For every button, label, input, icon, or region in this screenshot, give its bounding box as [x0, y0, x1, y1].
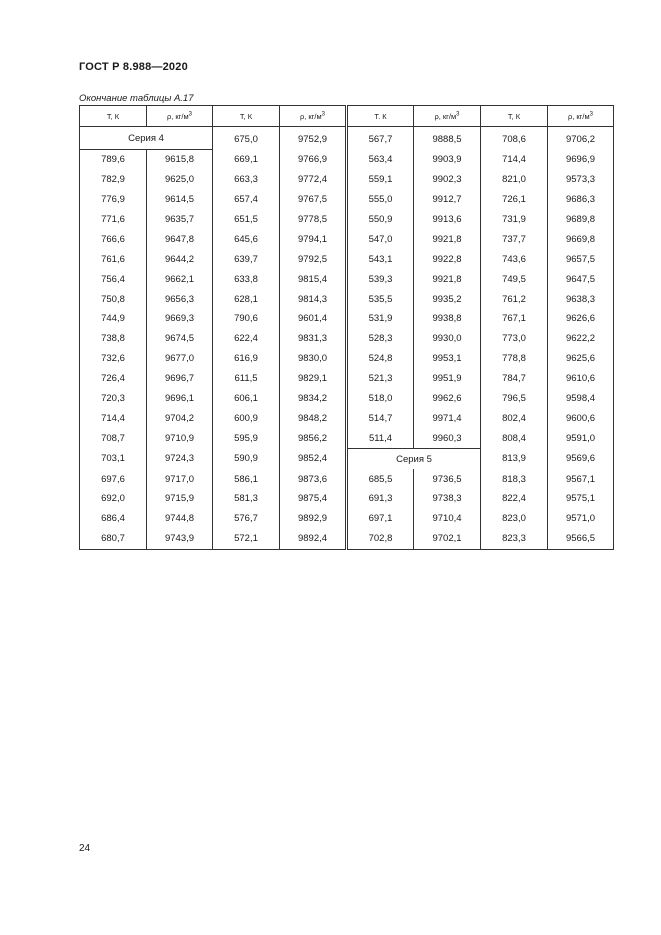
- density-cell: 9704,2: [147, 408, 213, 428]
- table-row: [80, 149, 614, 169]
- temperature-cell: 808,4: [481, 428, 548, 448]
- temperature-cell: 726,4: [80, 369, 147, 389]
- temperature-cell: 567,7: [347, 127, 414, 150]
- temperature-cell: 714,4: [80, 408, 147, 428]
- table-row: [80, 289, 614, 309]
- temperature-cell: 559,1: [347, 170, 414, 190]
- temperature-cell: 802,4: [481, 408, 548, 428]
- density-cell: 9902,3: [414, 170, 481, 190]
- density-cell: 9696,1: [147, 389, 213, 409]
- density-cell: 9622,2: [548, 329, 614, 349]
- temperature-cell: 531,9: [347, 309, 414, 329]
- density-cell: 9647,8: [147, 229, 213, 249]
- temperature-cell: 539,3: [347, 269, 414, 289]
- density-cell: 9815,4: [280, 269, 347, 289]
- density-cell: 9892,4: [280, 529, 347, 549]
- temperature-cell: 518,0: [347, 389, 414, 409]
- density-cell: 9852,4: [280, 449, 347, 469]
- density-cell: 9752,9: [280, 127, 347, 150]
- density-cell: 9744,8: [147, 509, 213, 529]
- temperature-cell: 524,8: [347, 349, 414, 369]
- temperature-cell: 514,7: [347, 408, 414, 428]
- temperature-cell: 776,9: [80, 190, 147, 210]
- density-cell: 9656,3: [147, 289, 213, 309]
- column-header-density: ρ, $кг/м^3$: [414, 106, 481, 127]
- density-cell: 9710,9: [147, 428, 213, 448]
- density-cell: 9614,5: [147, 190, 213, 210]
- temperature-cell: 720,3: [80, 389, 147, 409]
- density-cell: 9724,3: [147, 449, 213, 469]
- temperature-cell: 606,1: [213, 389, 280, 409]
- density-cell: 9657,5: [548, 249, 614, 269]
- temperature-cell: 600,9: [213, 408, 280, 428]
- density-cell: 9635,7: [147, 210, 213, 230]
- table-row: [80, 469, 614, 489]
- density-cell: 9717,0: [147, 469, 213, 489]
- temperature-cell: 639,7: [213, 249, 280, 269]
- density-cell: 9566,5: [548, 529, 614, 549]
- temperature-cell: 521,3: [347, 369, 414, 389]
- density-cell: 9638,3: [548, 289, 614, 309]
- temperature-cell: 657,4: [213, 190, 280, 210]
- table-row: [80, 389, 614, 409]
- temperature-cell: 732,6: [80, 349, 147, 369]
- table-row: [80, 489, 614, 509]
- density-cell: 9938,8: [414, 309, 481, 329]
- temperature-cell: 737,7: [481, 229, 548, 249]
- density-cell: 9689,8: [548, 210, 614, 230]
- temperature-cell: 789,6: [80, 149, 147, 169]
- density-cell: 9903,9: [414, 149, 481, 169]
- density-cell: 9829,1: [280, 369, 347, 389]
- temperature-cell: 675,0: [213, 127, 280, 150]
- temperature-cell: 590,9: [213, 449, 280, 469]
- temperature-cell: 586,1: [213, 469, 280, 489]
- density-cell: 9615,8: [147, 149, 213, 169]
- table-row: [80, 190, 614, 210]
- temperature-cell: 543,1: [347, 249, 414, 269]
- density-cell: 9913,6: [414, 210, 481, 230]
- density-cell: 9971,4: [414, 408, 481, 428]
- temperature-cell: 714,4: [481, 149, 548, 169]
- temperature-cell: 680,7: [80, 529, 147, 549]
- density-cell: 9571,0: [548, 509, 614, 529]
- temperature-cell: 822,4: [481, 489, 548, 509]
- temperature-cell: 731,9: [481, 210, 548, 230]
- density-cell: 9575,1: [548, 489, 614, 509]
- temperature-cell: 708,7: [80, 428, 147, 448]
- temperature-cell: 663,3: [213, 170, 280, 190]
- density-cell: 9772,4: [280, 170, 347, 190]
- temperature-cell: 547,0: [347, 229, 414, 249]
- density-cell: 9922,8: [414, 249, 481, 269]
- table-header: [80, 106, 614, 127]
- temperature-cell: 511,4: [347, 428, 414, 448]
- density-cell: 9601,4: [280, 309, 347, 329]
- temperature-cell: 744,9: [80, 309, 147, 329]
- column-header-temperature: T, К: [481, 106, 548, 127]
- table-row: [80, 329, 614, 349]
- temperature-cell: 622,4: [213, 329, 280, 349]
- density-cell: 9600,6: [548, 408, 614, 428]
- table-row: [80, 269, 614, 289]
- density-cell: 9831,3: [280, 329, 347, 349]
- temperature-cell: 691,3: [347, 489, 414, 509]
- density-cell: 9567,1: [548, 469, 614, 489]
- temperature-cell: 581,3: [213, 489, 280, 509]
- density-cell: 9591,0: [548, 428, 614, 448]
- density-cell: 9674,5: [147, 329, 213, 349]
- temperature-cell: 778,8: [481, 349, 548, 369]
- temperature-cell: 756,4: [80, 269, 147, 289]
- temperature-cell: 749,5: [481, 269, 548, 289]
- density-cell: 9921,8: [414, 229, 481, 249]
- temperature-cell: 697,1: [347, 509, 414, 529]
- density-cell: 9702,1: [414, 529, 481, 549]
- temperature-cell: 726,1: [481, 190, 548, 210]
- density-cell: 9696,9: [548, 149, 614, 169]
- table-row: [80, 408, 614, 428]
- temperature-cell: 616,9: [213, 349, 280, 369]
- temperature-cell: 669,1: [213, 149, 280, 169]
- temperature-cell: 685,5: [347, 469, 414, 489]
- temperature-cell: 818,3: [481, 469, 548, 489]
- series-label: Серия 5: [347, 449, 481, 469]
- table-row: [80, 428, 614, 448]
- temperature-cell: 773,0: [481, 329, 548, 349]
- density-cell: 9738,3: [414, 489, 481, 509]
- density-cell: 9892,9: [280, 509, 347, 529]
- density-cell: 9625,0: [147, 170, 213, 190]
- density-cell: 9792,5: [280, 249, 347, 269]
- temperature-cell: 628,1: [213, 289, 280, 309]
- column-header-density: ρ, $кг/м^3$: [280, 106, 347, 127]
- density-cell: 9610,6: [548, 369, 614, 389]
- table-row: [80, 369, 614, 389]
- density-cell: 9814,3: [280, 289, 347, 309]
- temperature-cell: 595,9: [213, 428, 280, 448]
- density-cell: 9669,3: [147, 309, 213, 329]
- temperature-cell: 528,3: [347, 329, 414, 349]
- temperature-cell: 535,5: [347, 289, 414, 309]
- temperature-cell: 821,0: [481, 170, 548, 190]
- temperature-cell: 750,8: [80, 289, 147, 309]
- data-table: [79, 105, 614, 550]
- density-cell: 9794,1: [280, 229, 347, 249]
- density-cell: 9644,2: [147, 249, 213, 269]
- table-row: [80, 170, 614, 190]
- density-cell: 9625,6: [548, 349, 614, 369]
- density-cell: 9706,2: [548, 127, 614, 150]
- temperature-cell: 743,6: [481, 249, 548, 269]
- density-cell: 9778,5: [280, 210, 347, 230]
- density-cell: 9677,0: [147, 349, 213, 369]
- density-cell: 9856,2: [280, 428, 347, 448]
- column-header-temperature: T, К: [213, 106, 280, 127]
- temperature-cell: 555,0: [347, 190, 414, 210]
- temperature-cell: 633,8: [213, 269, 280, 289]
- column-header-density: ρ, $кг/м^3$: [147, 106, 213, 127]
- density-cell: 9830,0: [280, 349, 347, 369]
- density-cell: 9875,4: [280, 489, 347, 509]
- temperature-cell: 576,7: [213, 509, 280, 529]
- table-caption: Окончание таблицы А.17: [79, 93, 194, 104]
- density-cell: 9736,5: [414, 469, 481, 489]
- temperature-cell: 692,0: [80, 489, 147, 509]
- density-cell: 9951,9: [414, 369, 481, 389]
- page-number: 24: [79, 843, 91, 854]
- density-cell: 9696,7: [147, 369, 213, 389]
- density-cell: 9569,6: [548, 449, 614, 469]
- temperature-cell: 796,5: [481, 389, 548, 409]
- temperature-cell: 651,5: [213, 210, 280, 230]
- density-cell: 9873,6: [280, 469, 347, 489]
- table-row: [80, 509, 614, 529]
- temperature-cell: 761,2: [481, 289, 548, 309]
- density-cell: 9686,3: [548, 190, 614, 210]
- series-label: Серия 4: [80, 127, 213, 150]
- density-cell: 9962,6: [414, 389, 481, 409]
- temperature-cell: 645,6: [213, 229, 280, 249]
- table-row: [80, 210, 614, 230]
- temperature-cell: 813,9: [481, 449, 548, 469]
- temperature-cell: 771,6: [80, 210, 147, 230]
- density-cell: 9912,7: [414, 190, 481, 210]
- density-cell: 9626,6: [548, 309, 614, 329]
- table-body: [80, 127, 614, 550]
- temperature-cell: 784,7: [481, 369, 548, 389]
- density-cell: 9662,1: [147, 269, 213, 289]
- density-cell: 9715,9: [147, 489, 213, 509]
- density-cell: 9598,4: [548, 389, 614, 409]
- column-header-temperature: T. К: [347, 106, 414, 127]
- table-row: [80, 529, 614, 549]
- temperature-cell: 782,9: [80, 170, 147, 190]
- document-header: ГОСТ Р 8.988—2020: [79, 61, 188, 73]
- density-cell: 9669,8: [548, 229, 614, 249]
- density-cell: 9935,2: [414, 289, 481, 309]
- temperature-cell: 550,9: [347, 210, 414, 230]
- temperature-cell: 738,8: [80, 329, 147, 349]
- density-cell: 9647,5: [548, 269, 614, 289]
- density-cell: 9743,9: [147, 529, 213, 549]
- density-cell: 9960,3: [414, 428, 481, 448]
- temperature-cell: 686,4: [80, 509, 147, 529]
- density-cell: 9953,1: [414, 349, 481, 369]
- table-row: [80, 249, 614, 269]
- density-cell: 9848,2: [280, 408, 347, 428]
- temperature-cell: 563,4: [347, 149, 414, 169]
- density-cell: 9921,8: [414, 269, 481, 289]
- density-cell: 9710,4: [414, 509, 481, 529]
- temperature-cell: 761,6: [80, 249, 147, 269]
- temperature-cell: 767,1: [481, 309, 548, 329]
- temperature-cell: 702,8: [347, 529, 414, 549]
- density-cell: 9766,9: [280, 149, 347, 169]
- table-row: [80, 309, 614, 329]
- temperature-cell: 697,6: [80, 469, 147, 489]
- temperature-cell: 823,0: [481, 509, 548, 529]
- density-cell: 9834,2: [280, 389, 347, 409]
- table-row: [80, 449, 614, 469]
- density-cell: 9767,5: [280, 190, 347, 210]
- temperature-cell: 708,6: [481, 127, 548, 150]
- temperature-cell: 823,3: [481, 529, 548, 549]
- table-row: [80, 229, 614, 249]
- table-row: [80, 127, 614, 150]
- column-header-temperature: T, К: [80, 106, 147, 127]
- temperature-cell: 703,1: [80, 449, 147, 469]
- temperature-cell: 790,6: [213, 309, 280, 329]
- table-row: [80, 349, 614, 369]
- density-cell: 9573,3: [548, 170, 614, 190]
- temperature-cell: 611,5: [213, 369, 280, 389]
- temperature-cell: 766,6: [80, 229, 147, 249]
- density-cell: 9888,5: [414, 127, 481, 150]
- column-header-density: ρ, $кг/м^3$: [548, 106, 614, 127]
- temperature-cell: 572,1: [213, 529, 280, 549]
- density-cell: 9930,0: [414, 329, 481, 349]
